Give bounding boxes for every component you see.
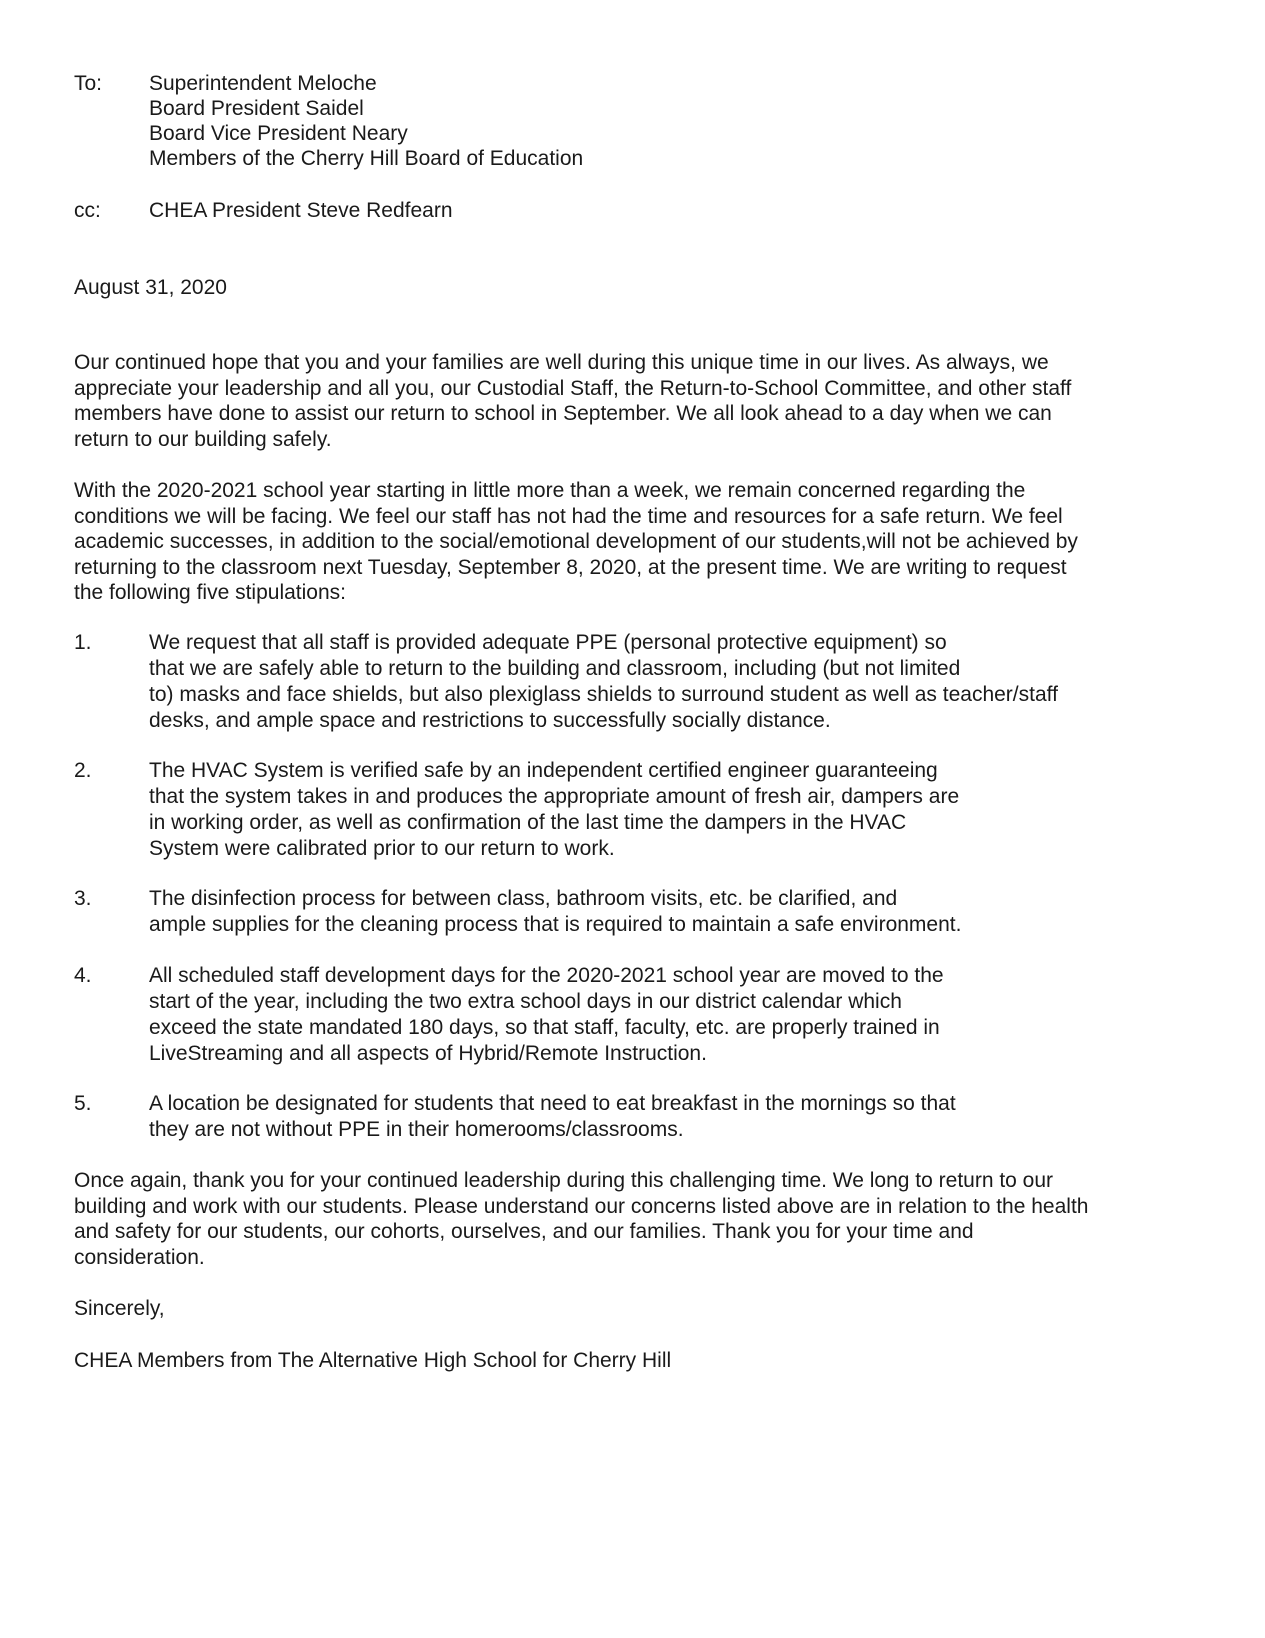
paragraph-line: returning to the classroom next Tuesday, September 8, 2020, at the present time. We are writing to request bbox=[74, 555, 1067, 579]
stipulation-text bbox=[149, 963, 1149, 1067]
stipulation-line: they are not without PPE in their homerooms/classrooms. bbox=[149, 1118, 684, 1141]
stipulation-line: LiveStreaming and all aspects of Hybrid/Remote Instruction. bbox=[149, 1042, 707, 1065]
paragraph-line: building and work with our students. Please understand our concerns listed above are in relation to the health bbox=[74, 1194, 1089, 1218]
stipulation-line: start of the year, including the two extra school days in our district calendar which bbox=[149, 990, 902, 1013]
body-paragraph-1 bbox=[74, 350, 1194, 452]
body-paragraph-2 bbox=[74, 478, 1194, 606]
paragraph-line: the following five stipulations: bbox=[74, 581, 346, 604]
stipulation-line: System were calibrated prior to our return to work. bbox=[149, 837, 615, 860]
stipulation-text bbox=[149, 630, 1149, 734]
to-recipient: Board President Saidel bbox=[149, 97, 364, 120]
stipulation-line: in working order, as well as confirmation of the last time the dampers in the HVAC bbox=[149, 811, 907, 834]
to-recipient: Members of the Cherry Hill Board of Education bbox=[149, 147, 584, 170]
paragraph-line: With the 2020-2021 school year starting in little more than a week, we remain concerned regarding the bbox=[74, 479, 1026, 502]
cc-recipient: CHEA President Steve Redfearn bbox=[149, 199, 453, 222]
stipulation-number: 3. bbox=[74, 887, 92, 910]
stipulation-number: 4. bbox=[74, 964, 92, 987]
stipulation-line: All scheduled staff development days for the 2020-2021 school year are moved to the bbox=[149, 964, 944, 987]
valediction: Sincerely, bbox=[74, 1297, 165, 1320]
stipulation-line: that we are safely able to return to the building and classroom, including (but not limited bbox=[149, 657, 961, 680]
paragraph-line: members have done to assist our return to school in September. We all look ahead to a day when we can bbox=[74, 402, 1052, 425]
stipulation-number: 5. bbox=[74, 1092, 92, 1115]
stipulation-line: ample supplies for the cleaning process that is required to maintain a safe environment. bbox=[149, 913, 962, 936]
paragraph-line: academic successes, in addition to the social/emotional development of our students,will not be achieved by bbox=[74, 530, 1078, 553]
paragraph-line: consideration. bbox=[74, 1245, 205, 1269]
stipulation-line: desks, and ample space and restrictions to successfully socially distance. bbox=[149, 709, 831, 732]
stipulation-line: to) masks and face shields, but also plexiglass shields to surround student as well as teacher/staff bbox=[149, 683, 1058, 706]
stipulation-number: 2. bbox=[74, 759, 92, 782]
stipulation-text bbox=[149, 1091, 1149, 1143]
signature: CHEA Members from The Alternative High School for Cherry Hill bbox=[74, 1349, 672, 1372]
letter-date: August 31, 2020 bbox=[74, 276, 227, 299]
paragraph-line: conditions we will be facing. We feel our staff has not had the time and resources for a safe return. We feel bbox=[74, 504, 1063, 528]
stipulation-line: that the system takes in and produces the appropriate amount of fresh air, dampers are bbox=[149, 785, 960, 808]
stipulation-line: The disinfection process for between class, bathroom visits, etc. be clarified, and bbox=[149, 887, 898, 910]
to-recipient: Board Vice President Neary bbox=[149, 122, 408, 145]
stipulation-line: exceed the state mandated 180 days, so that staff, faculty, etc. are properly trained in bbox=[149, 1016, 940, 1039]
paragraph-line: appreciate your leadership and all you, our Custodial Staff, the Return-to-School Committee, and other staff bbox=[74, 376, 1072, 400]
paragraph-line: return to our building safely. bbox=[74, 427, 332, 451]
paragraph-line: Our continued hope that you and your families are well during this unique time in our lives. As always, we bbox=[74, 351, 1049, 374]
stipulation-text bbox=[149, 886, 1149, 938]
to-label: To: bbox=[74, 72, 103, 95]
stipulation-number: 1. bbox=[74, 631, 92, 654]
paragraph-line: and safety for our students, our cohorts, ourselves, and our families. Thank you for your time and bbox=[74, 1220, 974, 1243]
stipulation-line: We request that all staff is provided adequate PPE (personal protective equipment) so bbox=[149, 631, 947, 654]
paragraph-line: Once again, thank you for your continued leadership during this challenging time. We long to return to our bbox=[74, 1169, 1054, 1192]
cc-label: cc: bbox=[74, 199, 101, 222]
stipulation-text bbox=[149, 758, 1149, 862]
to-recipient: Superintendent Meloche bbox=[149, 72, 377, 95]
stipulation-line: A location be designated for students that need to eat breakfast in the mornings so that bbox=[149, 1092, 956, 1115]
closing-paragraph bbox=[74, 1168, 1194, 1270]
stipulation-line: The HVAC System is verified safe by an independent certified engineer guaranteeing bbox=[149, 759, 938, 782]
